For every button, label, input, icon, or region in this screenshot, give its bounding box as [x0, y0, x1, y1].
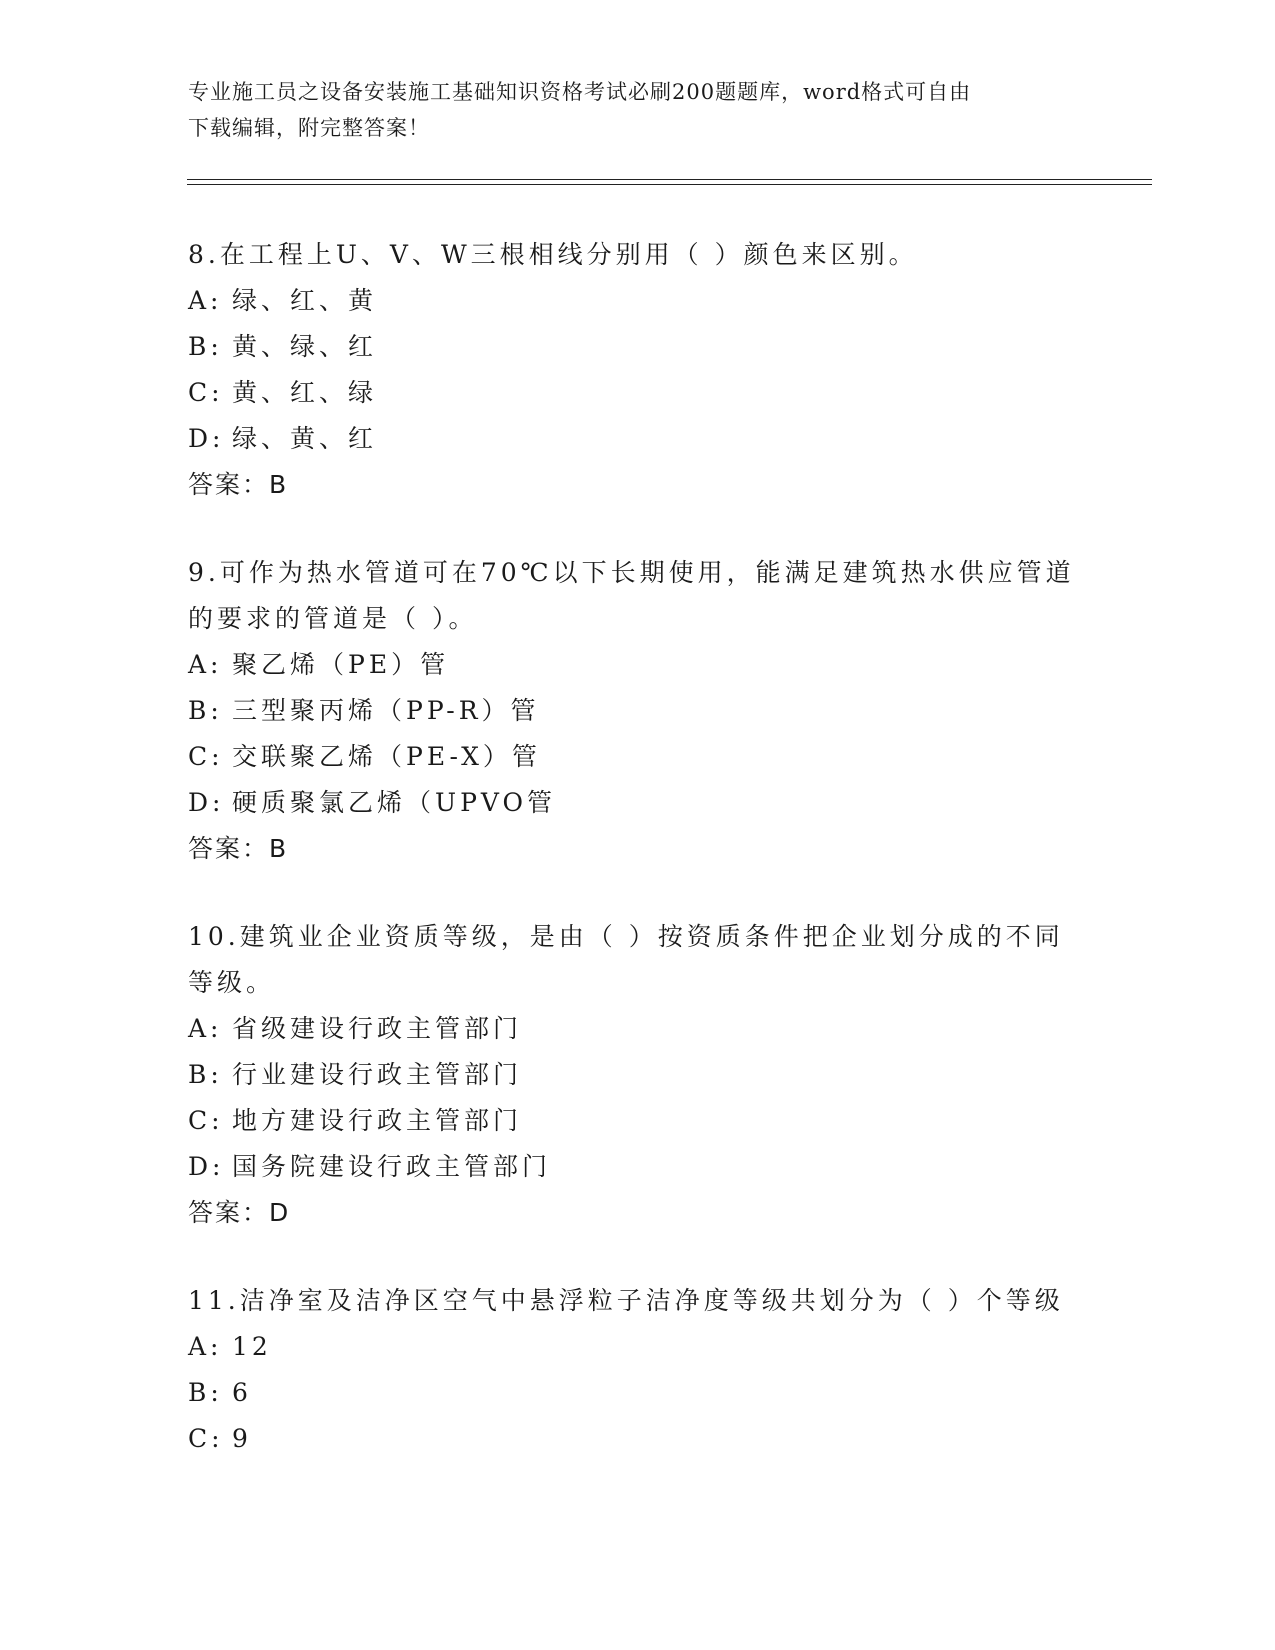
option-key: A: — [188, 286, 223, 315]
option-key: B: — [188, 1060, 223, 1089]
option-text: 黄、绿、红 — [232, 332, 378, 361]
question-option — [188, 1370, 1088, 1416]
question-option — [188, 1324, 1088, 1370]
question-option — [188, 1416, 1088, 1462]
question-option — [188, 780, 1088, 826]
question-option — [188, 642, 1088, 688]
option-key: C: — [188, 1106, 224, 1135]
option-text: 交联聚乙烯（PE-X）管 — [232, 742, 541, 771]
question-option — [188, 1144, 1088, 1190]
option-key: C: — [188, 378, 224, 407]
question-option — [188, 688, 1088, 734]
document-header — [188, 74, 1068, 146]
question-option — [188, 1006, 1088, 1052]
question-stem: 8.在工程上U、V、W三根相线分别用（ ）颜色来区别。 — [188, 240, 918, 269]
option-key: A: — [188, 1014, 223, 1043]
option-key: B: — [188, 1378, 223, 1407]
question-option — [188, 416, 1088, 462]
header-divider-bottom — [187, 184, 1152, 185]
option-text: 绿、红、黄 — [232, 286, 378, 315]
question-stem: 11.洁净室及洁净区空气中悬浮粒子洁净度等级共划分为（ ）个等级 — [188, 1286, 1064, 1315]
header-line-2: 下载编辑，附完整答案！ — [188, 116, 430, 140]
option-text: 绿、黄、红 — [232, 424, 378, 453]
option-text: 行业建设行政主管部门 — [232, 1060, 523, 1089]
option-key: D: — [188, 788, 225, 817]
question-option — [188, 734, 1088, 780]
question-option — [188, 278, 1088, 324]
option-text: 国务院建设行政主管部门 — [232, 1152, 552, 1181]
question-option — [188, 324, 1088, 370]
question-stem: 10.建筑业企业资质等级，是由（ ）按资质条件把企业划分成的不同等级。 — [188, 922, 1064, 997]
option-text: 地方建设行政主管部门 — [232, 1106, 523, 1135]
option-text: 9 — [232, 1424, 252, 1453]
option-key: C: — [188, 742, 224, 771]
question-option — [188, 370, 1088, 416]
question-block — [188, 550, 1088, 872]
option-text: 黄、红、绿 — [232, 378, 378, 407]
answer-line: 答案：D — [188, 1198, 291, 1227]
option-text: 12 — [232, 1332, 272, 1361]
question-block — [188, 232, 1088, 508]
question-stem: 9.可作为热水管道可在70℃以下长期使用，能满足建筑热水供应管道的要求的管道是（ ）。 — [188, 558, 1075, 633]
option-text: 省级建设行政主管部门 — [232, 1014, 523, 1043]
question-block — [188, 1278, 1088, 1462]
header-divider-top — [187, 179, 1152, 180]
option-key: A: — [188, 650, 223, 679]
option-text: 硬质聚氯乙烯（UPVO管 — [232, 788, 557, 817]
question-option — [188, 1098, 1088, 1144]
question-option — [188, 1052, 1088, 1098]
question-block — [188, 914, 1088, 1236]
option-key: D: — [188, 424, 225, 453]
option-text: 聚乙烯（PE）管 — [232, 650, 450, 679]
option-text: 6 — [232, 1378, 252, 1407]
header-line-1: 专业施工员之设备安装施工基础知识资格考试必刷200题题库，word格式可自由 — [188, 80, 972, 104]
question-list — [188, 232, 1088, 1504]
option-key: C: — [188, 1424, 224, 1453]
answer-line: 答案：B — [188, 470, 289, 499]
option-key: B: — [188, 332, 223, 361]
option-key: B: — [188, 696, 223, 725]
option-key: D: — [188, 1152, 225, 1181]
option-key: A: — [188, 1332, 223, 1361]
answer-line: 答案：B — [188, 834, 289, 863]
option-text: 三型聚丙烯（PP-R）管 — [232, 696, 540, 725]
